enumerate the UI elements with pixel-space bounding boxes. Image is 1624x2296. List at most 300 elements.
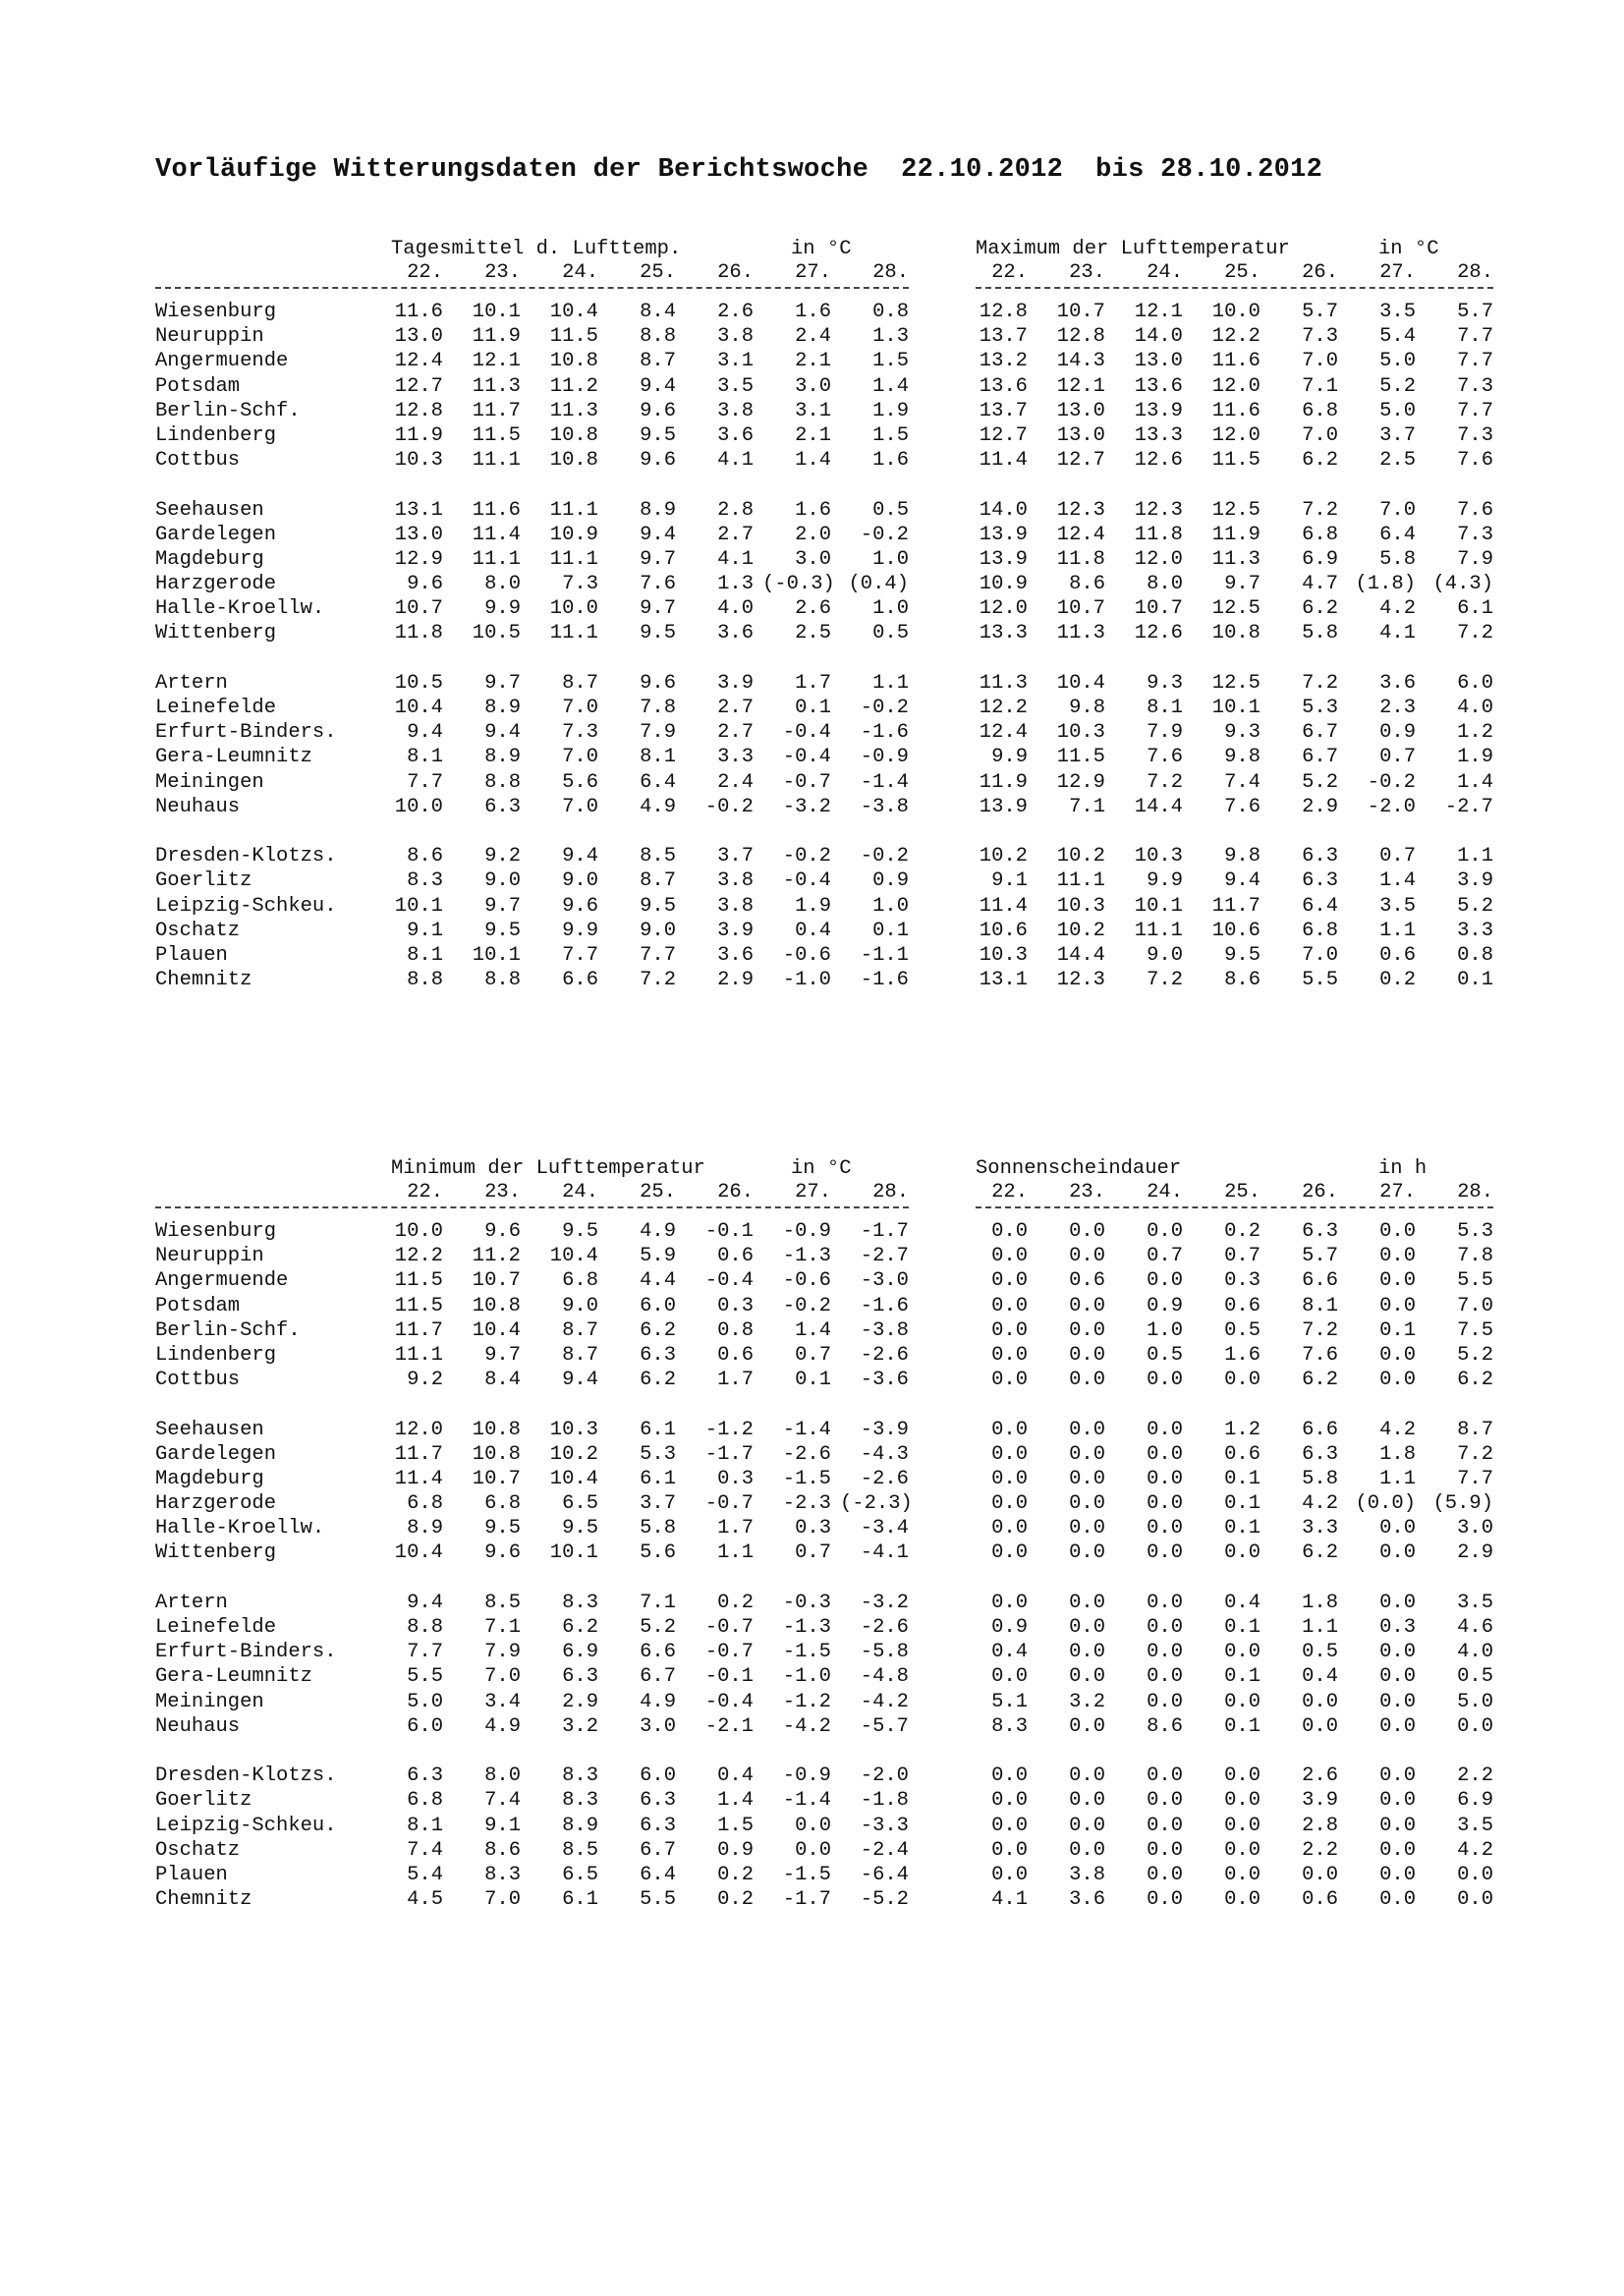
value-cell: 8.9 [407, 1517, 443, 1540]
left-section-title: Minimum der Lufttemperatur [391, 1157, 705, 1180]
value-cell: 0.7 [1147, 1245, 1183, 1268]
value-cell: -1.5 [782, 1641, 831, 1664]
station-row [155, 1319, 1491, 1344]
value-cell: 5.0 [1379, 399, 1416, 422]
value-cell: -4.2 [782, 1714, 831, 1738]
value-cell: 9.4 [484, 721, 521, 745]
value-cell: 11.7 [1211, 894, 1260, 918]
value-cell: 4.9 [640, 795, 676, 818]
value-cell: 2.6 [1302, 1764, 1338, 1788]
station-name: Neuruppin [155, 1245, 264, 1268]
value-cell: -1.5 [782, 1863, 831, 1886]
station-row [155, 1492, 1491, 1517]
day-header: 26. [717, 261, 754, 284]
value-cell: 8.7 [1457, 1418, 1493, 1441]
right-section-title: Maximum der Lufttemperatur [976, 238, 1290, 260]
value-cell: 11.7 [394, 1442, 443, 1466]
value-cell: 9.5 [640, 894, 676, 918]
value-cell: 0.1 [872, 919, 909, 942]
group-spacer [155, 820, 1491, 845]
value-cell: 1.0 [1147, 1318, 1183, 1342]
value-cell: 12.2 [1211, 325, 1260, 349]
value-cell: 10.7 [472, 1467, 521, 1490]
value-cell: 2.1 [795, 350, 831, 373]
day-header: 26. [717, 1181, 754, 1204]
left-section-unit: in °C [791, 238, 852, 260]
value-cell: 1.4 [795, 1318, 831, 1342]
value-cell: 8.9 [562, 1814, 598, 1837]
value-cell: 9.4 [1224, 869, 1260, 893]
station-row [155, 524, 1491, 548]
value-cell: 8.9 [484, 697, 521, 719]
value-cell: 5.3 [1302, 697, 1338, 719]
day-header: 23. [1069, 1181, 1105, 1204]
day-header: 23. [484, 261, 521, 284]
value-cell: 0.0 [1069, 1294, 1105, 1317]
value-cell: 9.9 [484, 597, 521, 621]
value-cell: 4.1 [717, 449, 754, 473]
value-cell: -0.7 [704, 1641, 754, 1664]
value-cell: 8.4 [484, 1369, 521, 1392]
value-cell: 1.7 [795, 671, 831, 695]
station-row [155, 1468, 1491, 1492]
value-cell: 7.7 [640, 943, 676, 967]
value-cell: 1.0 [872, 547, 909, 571]
value-cell: 7.1 [484, 1616, 521, 1639]
value-cell: 7.1 [1302, 374, 1338, 398]
value-cell: 3.5 [1379, 894, 1416, 918]
station-name: Wiesenburg [155, 301, 277, 323]
station-name: Seehausen [155, 498, 264, 522]
value-cell: 8.9 [640, 498, 676, 522]
value-cell: 1.7 [717, 1369, 754, 1392]
value-cell: 0.1 [1224, 1492, 1260, 1516]
station-row [155, 944, 1491, 969]
value-cell: 6.6 [1302, 1418, 1338, 1441]
station-row [155, 622, 1491, 646]
value-cell: 3.8 [1069, 1863, 1105, 1886]
value-cell: 12.4 [394, 350, 443, 373]
value-cell: 7.0 [562, 697, 598, 719]
value-cell: 5.9 [640, 1245, 676, 1268]
value-cell: -3.2 [860, 1591, 909, 1614]
value-cell: 11.1 [1056, 869, 1105, 893]
value-cell: 7.3 [1457, 523, 1493, 546]
value-cell: 13.1 [394, 498, 443, 522]
value-cell: 7.7 [407, 1641, 443, 1664]
station-row [155, 672, 1491, 697]
value-cell: 8.3 [991, 1714, 1028, 1738]
value-cell: 6.2 [640, 1369, 676, 1392]
day-header: 22. [407, 261, 443, 284]
day-header: 22. [991, 261, 1028, 284]
value-cell: 9.1 [484, 1814, 521, 1837]
value-cell: 10.0 [394, 795, 443, 818]
value-cell: 0.9 [717, 1838, 754, 1862]
value-cell: 9.9 [562, 919, 598, 942]
value-cell: -0.7 [704, 1492, 754, 1516]
value-cell: 7.6 [1457, 449, 1493, 473]
value-cell: 0.0 [1069, 1541, 1105, 1565]
value-cell: 0.0 [1147, 1863, 1183, 1886]
station-row [155, 845, 1491, 869]
value-cell: -3.8 [860, 1318, 909, 1342]
value-cell: 1.9 [795, 894, 831, 918]
value-cell: 11.8 [394, 622, 443, 645]
value-cell: 6.7 [640, 1838, 676, 1862]
value-cell: 0.0 [1147, 1517, 1183, 1540]
station-name: Halle-Kroellw. [155, 597, 325, 621]
value-cell: 0.1 [1379, 1318, 1416, 1342]
value-cell: 0.0 [1069, 1492, 1105, 1516]
value-cell: 7.8 [640, 697, 676, 719]
value-cell: 0.0 [1379, 1269, 1416, 1293]
value-cell: 11.1 [549, 547, 598, 571]
value-cell: 14.4 [1056, 943, 1105, 967]
value-cell: 13.9 [979, 523, 1028, 546]
header-divider-left [155, 1206, 909, 1208]
value-cell: 0.0 [1224, 1888, 1260, 1912]
value-cell: 0.5 [872, 622, 909, 645]
value-cell: 0.0 [1069, 1789, 1105, 1813]
value-cell: 6.2 [1302, 1369, 1338, 1392]
value-cell: 5.7 [1302, 1245, 1338, 1268]
value-cell: 10.4 [394, 697, 443, 719]
station-row [155, 1839, 1491, 1864]
value-cell: 1.4 [795, 449, 831, 473]
value-cell: 9.0 [640, 919, 676, 942]
value-cell: 9.7 [1224, 573, 1260, 596]
value-cell: 6.4 [640, 1863, 676, 1886]
value-cell: 0.0 [1147, 1764, 1183, 1788]
value-cell: 0.0 [1379, 1220, 1416, 1243]
value-cell: 0.0 [991, 1665, 1028, 1689]
value-cell: 11.2 [549, 374, 598, 398]
value-cell: 12.9 [1056, 770, 1105, 794]
value-cell: 7.7 [1457, 350, 1493, 373]
value-cell: 11.9 [1211, 523, 1260, 546]
station-name: Angermuende [155, 350, 289, 373]
value-cell: 10.7 [1056, 597, 1105, 621]
station-name: Gardelegen [155, 523, 277, 546]
value-cell: (-2.3) [840, 1492, 913, 1516]
value-cell: 6.6 [640, 1641, 676, 1664]
value-cell: 7.0 [562, 795, 598, 818]
value-cell: 5.1 [991, 1690, 1028, 1713]
value-cell: -3.0 [860, 1269, 909, 1293]
value-cell: -0.9 [782, 1220, 831, 1243]
value-cell: 6.3 [1302, 845, 1338, 868]
value-cell: 12.4 [1056, 523, 1105, 546]
value-cell: 0.6 [1224, 1442, 1260, 1466]
value-cell: 13.0 [394, 523, 443, 546]
value-cell: 3.3 [1457, 919, 1493, 942]
value-cell: 0.0 [1379, 1517, 1416, 1540]
value-cell: 9.3 [1147, 671, 1183, 695]
value-cell: 7.6 [1302, 1343, 1338, 1367]
value-cell: 6.4 [640, 770, 676, 794]
station-row [155, 1517, 1491, 1541]
value-cell: 2.5 [1379, 449, 1416, 473]
value-cell: 2.3 [1379, 697, 1416, 719]
value-cell: 1.2 [1224, 1418, 1260, 1441]
value-cell: 1.6 [872, 449, 909, 473]
value-cell: 0.0 [1457, 1714, 1493, 1738]
station-row [155, 375, 1491, 400]
day-header: 22. [991, 1181, 1028, 1204]
value-cell: 9.1 [991, 869, 1028, 893]
value-cell: 8.4 [640, 301, 676, 323]
station-row [155, 721, 1491, 746]
value-cell: 8.8 [484, 969, 521, 992]
value-cell: 0.4 [991, 1641, 1028, 1664]
value-cell: 9.6 [640, 671, 676, 695]
value-cell: 0.0 [991, 1814, 1028, 1837]
value-cell: 12.8 [979, 301, 1028, 323]
value-cell: -0.4 [704, 1269, 754, 1293]
value-cell: 10.0 [394, 1220, 443, 1243]
value-cell: -1.3 [782, 1616, 831, 1639]
value-cell: 11.5 [1056, 746, 1105, 769]
value-cell: 0.0 [991, 1245, 1028, 1268]
value-cell: -3.2 [782, 795, 831, 818]
value-cell: (5.9) [1432, 1492, 1493, 1516]
day-header: 27. [1379, 261, 1416, 284]
value-cell: 0.2 [717, 1591, 754, 1614]
value-cell: 10.4 [394, 1541, 443, 1565]
value-cell: 3.8 [717, 869, 754, 893]
value-cell: 5.5 [1302, 969, 1338, 992]
value-cell: 0.0 [991, 1591, 1028, 1614]
value-cell: -1.6 [860, 969, 909, 992]
station-row [155, 1715, 1491, 1740]
value-cell: 7.2 [1302, 498, 1338, 522]
station-name: Harzgerode [155, 573, 277, 596]
day-header: 25. [1224, 1181, 1260, 1204]
value-cell: 3.8 [717, 325, 754, 349]
value-cell: 1.1 [872, 671, 909, 695]
value-cell: 5.2 [1457, 1343, 1493, 1367]
station-name: Neuhaus [155, 795, 241, 818]
station-name: Neuruppin [155, 325, 264, 349]
value-cell: 8.6 [1147, 1714, 1183, 1738]
value-cell: 0.0 [1069, 1517, 1105, 1540]
value-cell: 4.4 [640, 1269, 676, 1293]
header-divider-right [976, 287, 1493, 289]
value-cell: 0.6 [1224, 1294, 1260, 1317]
station-row [155, 1665, 1491, 1690]
value-cell: 1.1 [1379, 919, 1416, 942]
value-cell: 0.0 [1457, 1888, 1493, 1912]
value-cell: 1.6 [795, 301, 831, 323]
value-cell: 3.1 [717, 350, 754, 373]
value-cell: 7.1 [1069, 795, 1105, 818]
value-cell: 11.3 [549, 399, 598, 422]
value-cell: 0.0 [1147, 1838, 1183, 1862]
value-cell: 6.8 [484, 1492, 521, 1516]
value-cell: 1.6 [1224, 1343, 1260, 1367]
value-cell: 11.5 [549, 325, 598, 349]
value-cell: 12.7 [1056, 449, 1105, 473]
value-cell: 7.4 [484, 1789, 521, 1813]
value-cell: 7.7 [1457, 399, 1493, 422]
value-cell: -4.1 [860, 1541, 909, 1565]
value-cell: 9.5 [1224, 943, 1260, 967]
value-cell: 0.5 [1147, 1343, 1183, 1367]
station-name: Chemnitz [155, 1888, 252, 1912]
value-cell: 12.0 [1211, 374, 1260, 398]
value-cell: 9.6 [562, 894, 598, 918]
value-cell: 10.7 [472, 1269, 521, 1293]
value-cell: 10.1 [1211, 697, 1260, 719]
value-cell: 12.3 [1134, 498, 1183, 522]
value-cell: 10.3 [1056, 721, 1105, 745]
value-cell: 4.1 [1379, 622, 1416, 645]
value-cell: 10.6 [1211, 919, 1260, 942]
value-cell: 10.4 [549, 1467, 598, 1490]
value-cell: 0.6 [1069, 1269, 1105, 1293]
value-cell: 6.8 [407, 1789, 443, 1813]
value-cell: 13.6 [979, 374, 1028, 398]
value-cell: 1.6 [795, 498, 831, 522]
value-cell: 0.0 [1224, 1838, 1260, 1862]
value-cell: 0.2 [1224, 1220, 1260, 1243]
day-header: 28. [872, 1181, 909, 1204]
right-section-unit: in h [1378, 1157, 1428, 1180]
value-cell: 0.8 [872, 301, 909, 323]
station-row [155, 1592, 1491, 1616]
value-cell: 10.2 [549, 1442, 598, 1466]
value-cell: 2.7 [717, 523, 754, 546]
value-cell: 0.0 [1379, 1294, 1416, 1317]
value-cell: 0.0 [1224, 1789, 1260, 1813]
value-cell: 9.4 [640, 523, 676, 546]
value-cell: 5.8 [1302, 1467, 1338, 1490]
value-cell: 7.2 [1147, 770, 1183, 794]
value-cell: (4.3) [1432, 573, 1493, 596]
value-cell: 3.5 [1457, 1591, 1493, 1614]
value-cell: -4.8 [860, 1665, 909, 1689]
value-cell: 0.7 [1379, 845, 1416, 868]
value-cell: 8.5 [484, 1591, 521, 1614]
value-cell: 10.1 [394, 894, 443, 918]
station-name: Erfurt-Binders. [155, 1641, 337, 1664]
station-row [155, 1269, 1491, 1294]
value-cell: 5.7 [1302, 301, 1338, 323]
value-cell: 4.2 [1379, 597, 1416, 621]
value-cell: 11.3 [472, 374, 521, 398]
value-cell: 11.7 [394, 1318, 443, 1342]
value-cell: 11.6 [394, 301, 443, 323]
station-name: Berlin-Schf. [155, 1318, 301, 1342]
value-cell: 0.0 [1069, 1616, 1105, 1639]
value-cell: 12.3 [1056, 498, 1105, 522]
value-cell: 9.1 [407, 919, 443, 942]
value-cell: 10.0 [1211, 301, 1260, 323]
value-cell: 9.5 [484, 1517, 521, 1540]
value-cell: 2.4 [717, 770, 754, 794]
value-cell: 0.0 [1224, 1690, 1260, 1713]
station-name: Goerlitz [155, 1789, 252, 1813]
value-cell: 8.3 [562, 1591, 598, 1614]
value-cell: 7.8 [1457, 1245, 1493, 1268]
day-header: 25. [640, 1181, 676, 1204]
value-cell: 12.7 [394, 374, 443, 398]
value-cell: 0.0 [1069, 1369, 1105, 1392]
station-name: Plauen [155, 943, 228, 967]
station-name: Harzgerode [155, 1492, 277, 1516]
value-cell: 13.9 [979, 795, 1028, 818]
station-row [155, 1616, 1491, 1641]
value-cell: -0.4 [704, 1690, 754, 1713]
value-cell: 0.8 [717, 1318, 754, 1342]
day-header: 24. [562, 261, 598, 284]
value-cell: 0.0 [1379, 1690, 1416, 1713]
day-header: 28. [1457, 1181, 1493, 1204]
value-cell: 0.2 [717, 1888, 754, 1912]
value-cell: 13.7 [979, 399, 1028, 422]
value-cell: -1.4 [782, 1418, 831, 1441]
station-name: Leinefelde [155, 697, 277, 719]
value-cell: 1.8 [1379, 1442, 1416, 1466]
value-cell: 0.0 [1147, 1541, 1183, 1565]
value-cell: 9.0 [1147, 943, 1183, 967]
value-cell: 0.0 [1147, 1492, 1183, 1516]
value-cell: 11.5 [394, 1294, 443, 1317]
value-cell: 12.0 [1134, 547, 1183, 571]
value-cell: 9.5 [562, 1517, 598, 1540]
value-cell: 1.1 [1379, 1467, 1416, 1490]
value-cell: -1.7 [782, 1888, 831, 1912]
table-header [155, 238, 1491, 287]
value-cell: 11.5 [394, 1269, 443, 1293]
value-cell: 7.3 [562, 573, 598, 596]
value-cell: 2.9 [1302, 795, 1338, 818]
value-cell: 0.0 [1224, 1863, 1260, 1886]
value-cell: 8.8 [484, 770, 521, 794]
value-cell: 8.3 [562, 1789, 598, 1813]
value-cell: 7.2 [1457, 622, 1493, 645]
value-cell: 3.0 [640, 1714, 676, 1738]
value-cell: 7.2 [1457, 1442, 1493, 1466]
value-cell: 0.4 [717, 1764, 754, 1788]
value-cell: 12.5 [1211, 671, 1260, 695]
value-cell: 10.3 [1134, 845, 1183, 868]
value-cell: 11.3 [1056, 622, 1105, 645]
value-cell: 8.8 [407, 1616, 443, 1639]
value-cell: 0.0 [991, 1418, 1028, 1441]
value-cell: 13.9 [979, 547, 1028, 571]
value-cell: 12.0 [1211, 423, 1260, 447]
station-name: Plauen [155, 1863, 228, 1886]
value-cell: 6.0 [640, 1294, 676, 1317]
value-cell: 9.7 [640, 597, 676, 621]
value-cell: 0.0 [1069, 1764, 1105, 1788]
value-cell: 1.9 [1457, 746, 1493, 769]
value-cell: 5.0 [1457, 1690, 1493, 1713]
station-row [155, 1864, 1491, 1888]
station-name: Magdeburg [155, 547, 264, 571]
value-cell: 0.8 [1457, 943, 1493, 967]
station-row [155, 301, 1491, 325]
value-cell: 0.0 [991, 1863, 1028, 1886]
value-cell: 11.1 [394, 1343, 443, 1367]
group-spacer [155, 647, 1491, 672]
value-cell: 0.9 [872, 869, 909, 893]
value-cell: 6.3 [562, 1665, 598, 1689]
value-cell: 1.5 [717, 1814, 754, 1837]
station-name: Seehausen [155, 1418, 264, 1441]
